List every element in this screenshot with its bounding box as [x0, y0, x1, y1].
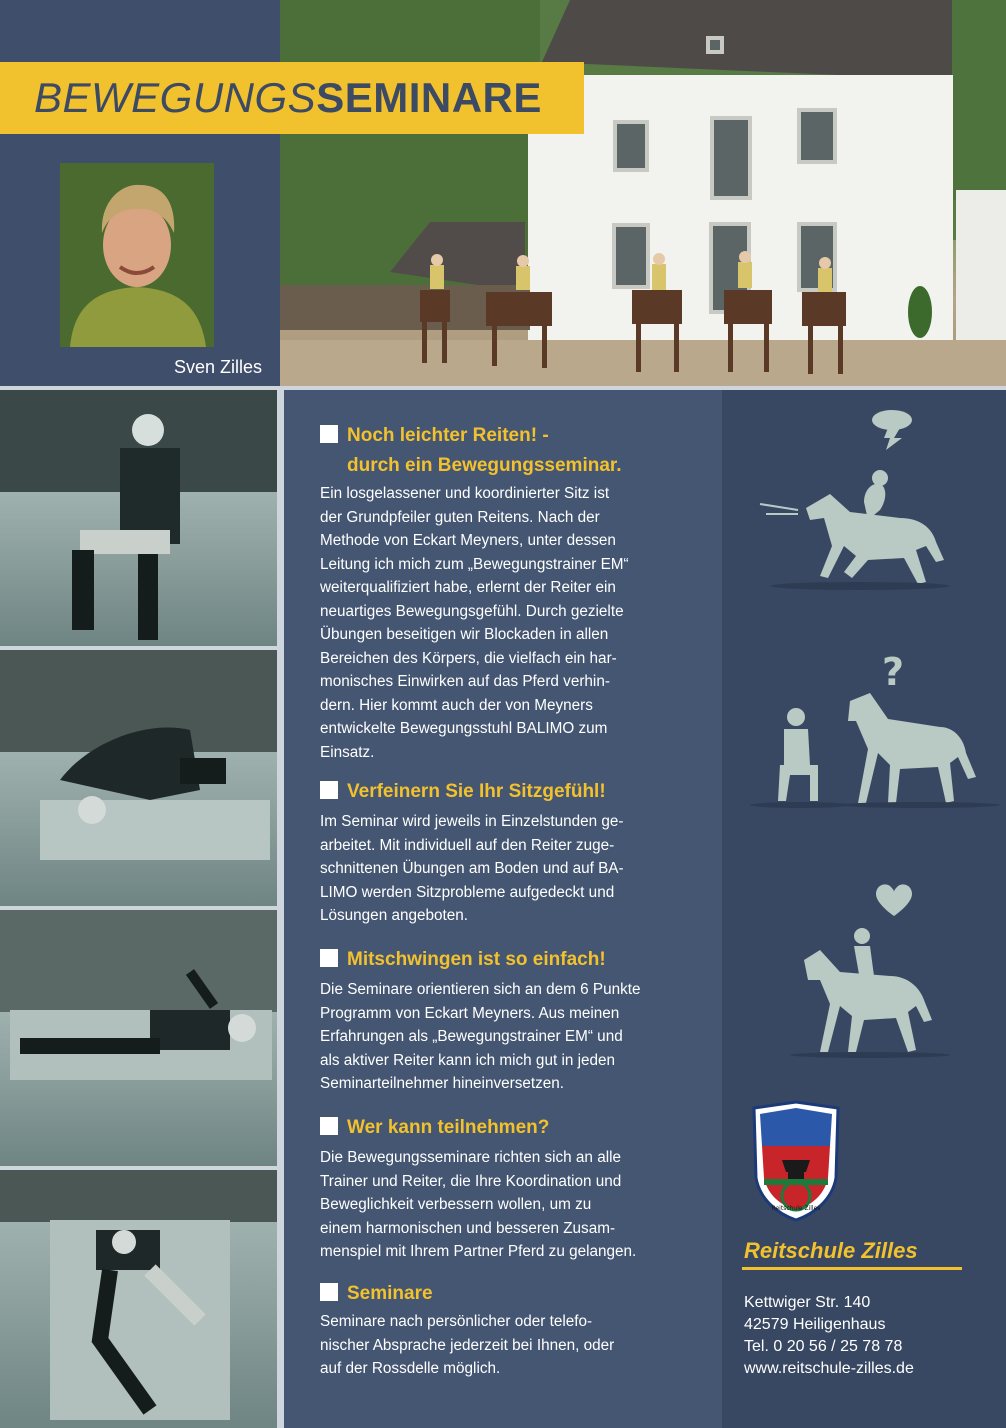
- bullet-square-icon: [320, 1117, 338, 1135]
- question-mark-icon: ?: [882, 650, 905, 694]
- bullet-square-icon: [320, 1283, 338, 1301]
- exercise-photo-twist: [0, 1170, 277, 1428]
- reitschule-crest-logo: [748, 1100, 844, 1222]
- school-name-underline: [742, 1267, 962, 1270]
- section-body-mitschwingen: Die Seminare orientieren sich an dem 6 Punkte Programm von Eckart Meyners. Aus meinen Erfahrungen als „Bewegungstrainer EM“ und als aktiver Reiter kann ich mich gut in jeden Seminarteilnehmer hineinversetzen.: [320, 981, 641, 1092]
- website-link[interactable]: www.reitschule-zilles.de: [744, 1360, 914, 1377]
- bullet-square-icon: [320, 949, 338, 967]
- section-heading-seminare: Seminare: [320, 1282, 433, 1306]
- heart-icon: [876, 884, 912, 916]
- portrait-photo: [60, 163, 214, 347]
- section-heading-mitschwingen: Mitschwingen ist so einfach!: [320, 948, 606, 972]
- phone-number: Tel. 0 20 56 / 25 78 78: [744, 1338, 903, 1355]
- address-city: 42579 Heiligenhaus: [744, 1316, 886, 1333]
- column-divider: [277, 390, 284, 1428]
- exercise-photo-lying: [0, 910, 277, 1166]
- section-heading-sitzgefuehl: Verfeinern Sie Ihr Sitzgefühl!: [320, 780, 606, 804]
- page-title: [34, 76, 542, 120]
- section-heading-leichter-reiten: Noch leichter Reiten! -: [320, 424, 549, 448]
- logo-ring-text: Reitschule Zilles: [771, 1205, 821, 1212]
- section-body-sitzgefuehl: Im Seminar wird jeweils in Einzelstunden ge- arbeitet. Mit individuell auf den Reiter zuge- schnittenen Übungen am Boden und auf BA- LIMO werden Sitzprobleme aufgedeckt und Lösungen angeboten.: [320, 813, 624, 924]
- title-light-part: BEWEGUNGS: [34, 74, 317, 121]
- bullet-square-icon: [320, 781, 338, 799]
- school-name: Reitschule Zilles: [744, 1238, 918, 1263]
- galloping-horse-illustration: [740, 400, 990, 600]
- bullet-square-icon: [320, 425, 338, 443]
- happy-rider-illustration: [760, 880, 990, 1060]
- confused-horse-illustration: [740, 645, 1000, 815]
- portrait-caption: Sven Zilles: [174, 357, 263, 377]
- section-body-seminare: Seminare nach persönlicher oder telefo- nischer Absprache jederzeit bei Ihnen, oder auf der Rossdelle möglich.: [320, 1313, 615, 1377]
- section-body-leichter-reiten: Ein losgelassener und koordinierter Sitz ist der Grundpfeiler guten Reitens. Nach der Methode von Eckart Meyners, unter dessen Leitung ich mich zum „Bewegungstrainer EM“ weiterqualifiziert habe, erlernt der Reiter ein neuartiges Bewegungsgefühl. Durch gezielte Übungen beseitigen wir Blockaden in allen Bereichen des Körpers, die vielfach ein har- monisches Einwirken auf das Pferd verhin- dern. Hier kommt auch der von Meyners entwickelte Bewegungsstuhl BALIMO zum Einsatz.: [320, 485, 629, 761]
- section-heading-leichter-reiten-line2: durch ein Bewegungsseminar.: [347, 455, 622, 476]
- address-street: Kettwiger Str. 140: [744, 1294, 871, 1311]
- exercise-photo-balimo: [0, 390, 277, 646]
- section-body-teilnehmen: Die Bewegungsseminare richten sich an alle Trainer und Reiter, die Ihre Koordination und Beweglichkeit verbessern wollen, um zu einem harmonischen und besseren Zusam- menspiel mit Ihrem Partner Pferd zu gelangen.: [320, 1149, 637, 1260]
- title-bold-part: SEMINARE: [316, 74, 542, 121]
- exercise-photo-kneeling: [0, 650, 277, 906]
- thunder-cloud-icon: [872, 410, 912, 450]
- courtyard-photo: [280, 0, 1006, 386]
- section-heading-teilnehmen: Wer kann teilnehmen?: [320, 1116, 549, 1140]
